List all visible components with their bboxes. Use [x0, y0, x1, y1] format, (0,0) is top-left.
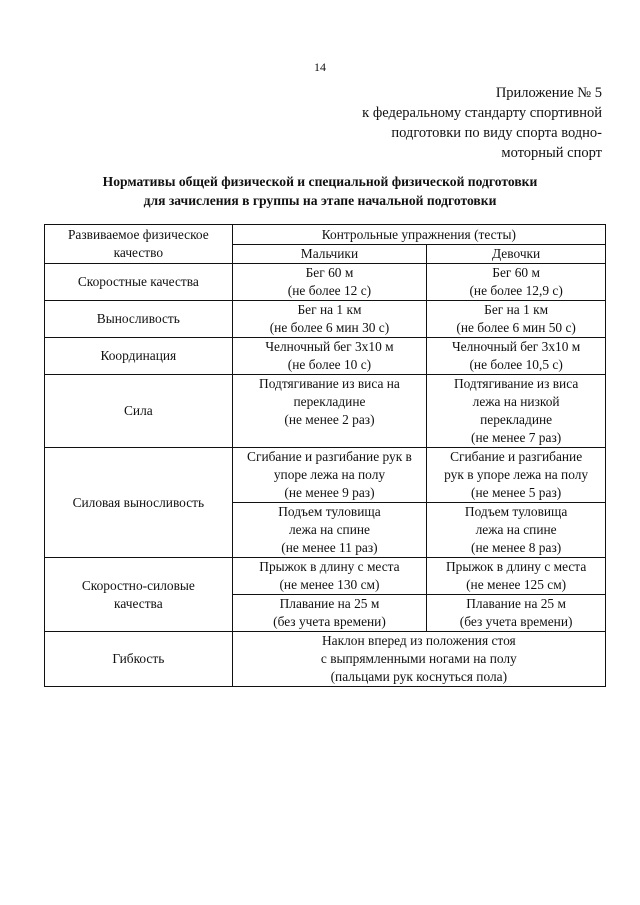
test-line: рук в упоре лежа на полу — [444, 467, 589, 482]
appendix-reference — [362, 83, 602, 163]
title-line-1: Нормативы общей физической и специальной физической подготовки — [102, 174, 538, 189]
test-line: упоре лежа на полу — [273, 467, 386, 482]
test-line: Плавание на 25 м — [279, 596, 380, 611]
test-line: перекладине — [480, 412, 553, 427]
test-line: (не более 6 мин 30 с) — [269, 320, 390, 335]
girls-test-cell — [427, 375, 606, 448]
document-title — [0, 172, 640, 210]
header-quality-cell — [45, 225, 233, 264]
table-header-row — [45, 225, 606, 245]
test-line: (не более 12,9 с) — [469, 283, 563, 298]
test-line: Сгибание и разгибание рук в — [247, 449, 412, 464]
quality-cell: Координация — [45, 338, 233, 375]
boys-test-cell — [232, 338, 427, 375]
girls-test-cell — [427, 503, 606, 558]
table-row — [45, 338, 606, 375]
header-girls-cell: Девочки — [427, 245, 606, 264]
table-row — [45, 264, 606, 301]
girls-test-cell — [427, 264, 606, 301]
test-line: (без учета времени) — [459, 614, 573, 629]
appendix-line: к федеральному стандарту спортивной — [362, 105, 602, 121]
quality-cell: Выносливость — [45, 301, 233, 338]
table-row — [45, 375, 606, 448]
test-line: Подтягивание из виса — [453, 376, 579, 391]
test-line: Бег на 1 км — [484, 302, 549, 317]
quality-cell: Гибкость — [45, 632, 233, 687]
boys-test-cell — [232, 375, 427, 448]
test-line: лежа на спине — [288, 522, 370, 537]
test-line: (не менее 11 раз) — [281, 540, 378, 555]
test-line: Бег на 1 км — [297, 302, 362, 317]
table-row — [45, 301, 606, 338]
boys-test-cell — [232, 301, 427, 338]
girls-test-cell — [427, 558, 606, 595]
header-quality-line: Развиваемое физическое — [67, 227, 209, 242]
test-line: (не менее 130 см) — [279, 577, 380, 592]
header-tests-cell: Контрольные упражнения (тесты) — [232, 225, 605, 245]
appendix-line: подготовки по виду спорта водно- — [391, 125, 602, 141]
test-line: с выпрямленными ногами на полу — [320, 651, 517, 666]
test-line: лежа на низкой — [472, 394, 560, 409]
quality-line: качества — [114, 595, 163, 611]
test-line: Челночный бег 3х10 м — [265, 339, 394, 354]
page-number: 14 — [314, 60, 326, 74]
flexibility-test-cell — [232, 632, 605, 687]
girls-test-cell — [427, 338, 606, 375]
boys-test-cell — [232, 503, 427, 558]
test-line: (не менее 7 раз) — [471, 430, 562, 445]
test-line: Наклон вперед из положения стоя — [322, 633, 516, 648]
boys-test-cell — [232, 595, 427, 632]
test-line: Прыжок в длину с места — [259, 559, 400, 574]
quality-cell: Скоростные качества — [45, 264, 233, 301]
boys-test-cell — [232, 558, 427, 595]
test-line: (не более 10 с) — [287, 357, 372, 372]
test-line: (не менее 5 раз) — [471, 485, 562, 500]
test-line: Плавание на 25 м — [466, 596, 566, 611]
header-quality-line: качество — [113, 245, 164, 260]
boys-test-cell — [232, 264, 427, 301]
test-line: перекладине — [293, 394, 366, 409]
table-row — [45, 632, 606, 687]
quality-cell: Сила — [45, 375, 233, 448]
appendix-line: моторный спорт — [501, 145, 602, 161]
quality-cell: Силовая выносливость — [45, 448, 233, 558]
test-line: (не более 10,5 с) — [469, 357, 563, 372]
appendix-line: Приложение № 5 — [495, 85, 602, 101]
test-line: Челночный бег 3х10 м — [451, 339, 581, 354]
test-line: (не менее 9 раз) — [284, 485, 375, 500]
test-line: (без учета времени) — [273, 614, 386, 629]
test-line: Подтягивание из виса на — [259, 376, 400, 391]
test-line: (не менее 2 раз) — [284, 412, 375, 427]
girls-test-cell — [427, 448, 606, 503]
test-line: лежа на спине — [475, 522, 557, 537]
test-line: (не более 12 с) — [287, 283, 372, 298]
header-boys-cell: Мальчики — [232, 245, 427, 264]
test-line: Подъем туловища — [464, 504, 568, 519]
test-line: (не менее 125 см) — [466, 577, 567, 592]
test-line: Подъем туловища — [278, 504, 381, 519]
test-line: (пальцами рук коснуться пола) — [330, 669, 508, 684]
girls-test-cell — [427, 301, 606, 338]
norms-table — [44, 224, 606, 687]
table-row — [45, 558, 606, 595]
girls-test-cell — [427, 595, 606, 632]
test-line: Бег 60 м — [492, 265, 540, 280]
test-line: (не более 6 мин 50 с) — [456, 320, 576, 335]
boys-test-cell — [232, 448, 427, 503]
test-line: (не менее 8 раз) — [471, 540, 562, 555]
test-line: Бег 60 м — [305, 265, 354, 280]
title-line-2: для зачисления в группы на этапе начальной подготовки — [143, 193, 497, 208]
quality-cell — [45, 558, 233, 632]
test-line: Сгибание и разгибание — [450, 449, 583, 464]
quality-line: Скоростно-силовые — [81, 577, 195, 593]
table-row — [45, 448, 606, 503]
test-line: Прыжок в длину с места — [445, 559, 587, 574]
